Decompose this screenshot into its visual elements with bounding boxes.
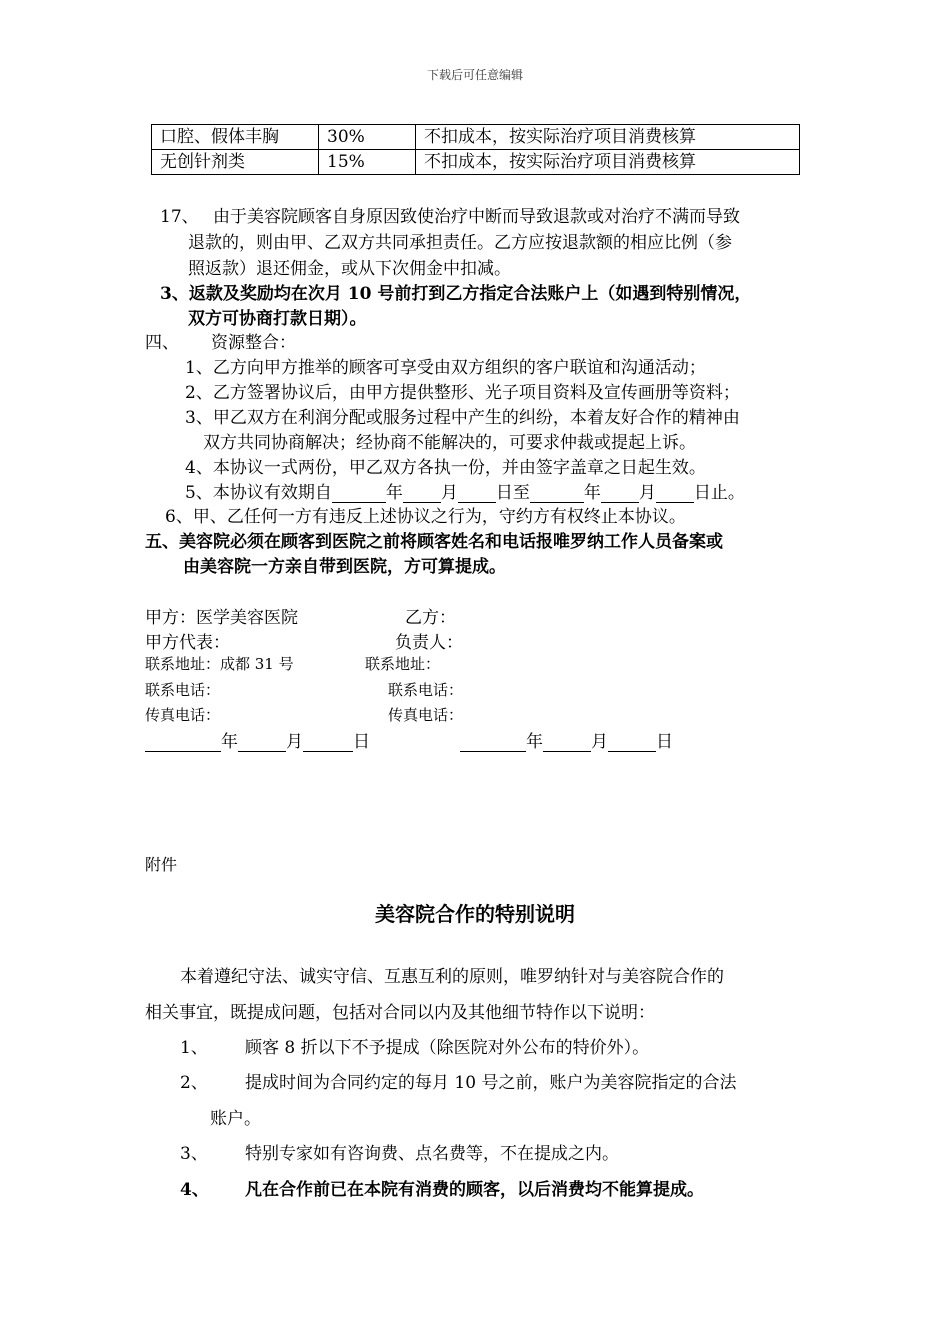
item-5-year: 年 bbox=[385, 483, 403, 503]
section-4-item-5 bbox=[185, 478, 745, 503]
clause-3-line-1: 3、返款及奖励均在次月 10 号前打到乙方指定合法账户上（如遇到特别情况， bbox=[160, 284, 752, 304]
note-2-text: 提成时间为合同约定的每月 10 号之前，账户为美容院指定的合法 bbox=[245, 1073, 737, 1093]
page-header: 下载后可任意编辑 bbox=[426, 68, 523, 82]
party-a-rep-label: 甲方代表： bbox=[145, 633, 230, 653]
party-a-fax: 传真电话： bbox=[145, 706, 221, 724]
party-a-phone: 联系电话： bbox=[145, 681, 221, 699]
section-5-line-2: 由美容院一方亲自带到医院，方可算提成。 bbox=[183, 557, 506, 577]
note-4-text: 凡在合作前已在本院有消费的顾客，以后消费均不能算提成。 bbox=[245, 1180, 704, 1200]
date-day: 日 bbox=[353, 732, 370, 752]
blank-line[interactable] bbox=[601, 484, 639, 503]
party-a-date bbox=[145, 727, 370, 752]
date-month: 月 bbox=[591, 732, 608, 752]
section-5-line-1: 五、美容院必须在顾客到医院之前将顾客姓名和电话报唯罗纳工作人员备案或 bbox=[145, 532, 723, 552]
blank-line[interactable] bbox=[145, 733, 221, 752]
fee-table bbox=[151, 124, 800, 175]
section-4-item-4: 4、本协议一式两份，甲乙双方各执一份，并由签字盖章之日起生效。 bbox=[185, 458, 706, 478]
item-5-text: 5、本协议有效期自 bbox=[185, 483, 332, 503]
blank-line[interactable] bbox=[530, 484, 584, 503]
item-5-end: 日止。 bbox=[693, 483, 745, 503]
blank-line[interactable] bbox=[303, 733, 353, 752]
table-row bbox=[152, 150, 800, 175]
blank-line[interactable] bbox=[238, 733, 286, 752]
note-3-number: 3、 bbox=[180, 1144, 208, 1164]
note-4-number: 4、 bbox=[180, 1180, 209, 1200]
blank-line[interactable] bbox=[458, 484, 496, 503]
attachment-title: 美容院合作的特别说明 bbox=[375, 902, 575, 926]
clause-3-line-2: 双方可协商打款日期）。 bbox=[188, 309, 367, 329]
party-a-address: 联系地址：成都 31 号 bbox=[145, 655, 294, 673]
section-4-item-2: 2、乙方签署协议后，由甲方提供整形、光子项目资料及宣传画册等资料； bbox=[185, 383, 740, 403]
party-a-label: 甲方：医学美容医院 bbox=[145, 608, 298, 628]
table-cell: 不扣成本，按实际治疗项目消费核算 bbox=[416, 150, 800, 175]
item-5-month: 月 bbox=[440, 483, 458, 503]
section-4-number: 四、 bbox=[145, 333, 179, 353]
table-cell: 不扣成本，按实际治疗项目消费核算 bbox=[416, 125, 800, 150]
blank-line[interactable] bbox=[656, 484, 694, 503]
section-4-item-1: 1、乙方向甲方推举的顾客可享受由双方组织的客户联谊和沟通活动； bbox=[185, 358, 706, 378]
note-2-text-cont: 账户。 bbox=[210, 1109, 261, 1129]
blank-line[interactable] bbox=[543, 733, 591, 752]
note-1-number: 1、 bbox=[180, 1038, 208, 1058]
clause-17-line-3: 照返款）退还佣金，或从下次佣金中扣减。 bbox=[188, 259, 511, 279]
section-4-item-3-cont: 双方共同协商解决；经协商不能解决的，可要求仲裁或提起上诉。 bbox=[203, 433, 696, 453]
party-b-label: 乙方： bbox=[405, 608, 456, 628]
party-b-rep-label: 负责人： bbox=[395, 633, 463, 653]
clause-17-line-2: 退款的，则由甲、乙双方共同承担责任。乙方应按退款额的相应比例（参 bbox=[188, 233, 732, 253]
blank-line[interactable] bbox=[332, 484, 386, 503]
intro-line-1: 本着遵纪守法、诚实守信、互惠互利的原则，唯罗纳针对与美容院合作的 bbox=[180, 967, 724, 987]
attachment-label: 附件 bbox=[145, 855, 178, 874]
item-5-to: 日至 bbox=[495, 483, 530, 503]
date-day: 日 bbox=[656, 732, 673, 752]
table-cell: 15% bbox=[319, 150, 416, 175]
table-cell: 口腔、假体丰胸 bbox=[152, 125, 319, 150]
clause-17-number: 17、 bbox=[160, 207, 199, 227]
blank-line[interactable] bbox=[460, 733, 526, 752]
party-b-date bbox=[460, 727, 673, 752]
note-1-text: 顾客 8 折以下不予提成（除医院对外公布的特价外）。 bbox=[245, 1038, 650, 1058]
clause-17-line-1: 由于美容院顾客自身原因致使治疗中断而导致退款或对治疗不满而导致 bbox=[213, 207, 740, 227]
party-b-fax: 传真电话： bbox=[388, 706, 464, 724]
date-month: 月 bbox=[286, 732, 303, 752]
date-year: 年 bbox=[221, 732, 238, 752]
blank-line[interactable] bbox=[403, 484, 441, 503]
intro-line-2: 相关事宜，既提成问题，包括对合同以内及其他细节特作以下说明： bbox=[145, 1003, 655, 1023]
date-year: 年 bbox=[526, 732, 543, 752]
item-5-year-2: 年 bbox=[583, 483, 601, 503]
section-4-item-3: 3、甲乙双方在利润分配或服务过程中产生的纠纷，本着友好合作的精神由 bbox=[185, 408, 740, 428]
table-cell: 无创针剂类 bbox=[152, 150, 319, 175]
item-5-month-2: 月 bbox=[638, 483, 656, 503]
table-cell: 30% bbox=[319, 125, 416, 150]
section-4-item-6: 6、甲、乙任何一方有违反上述协议之行为，守约方有权终止本协议。 bbox=[165, 507, 686, 527]
party-b-phone: 联系电话： bbox=[388, 681, 464, 699]
note-2-number: 2、 bbox=[180, 1073, 208, 1093]
section-4-title: 资源整合： bbox=[211, 333, 296, 353]
table-row bbox=[152, 125, 800, 150]
party-b-address: 联系地址： bbox=[365, 655, 441, 673]
blank-line[interactable] bbox=[608, 733, 656, 752]
note-3-text: 特别专家如有咨询费、点名费等，不在提成之内。 bbox=[245, 1144, 619, 1164]
